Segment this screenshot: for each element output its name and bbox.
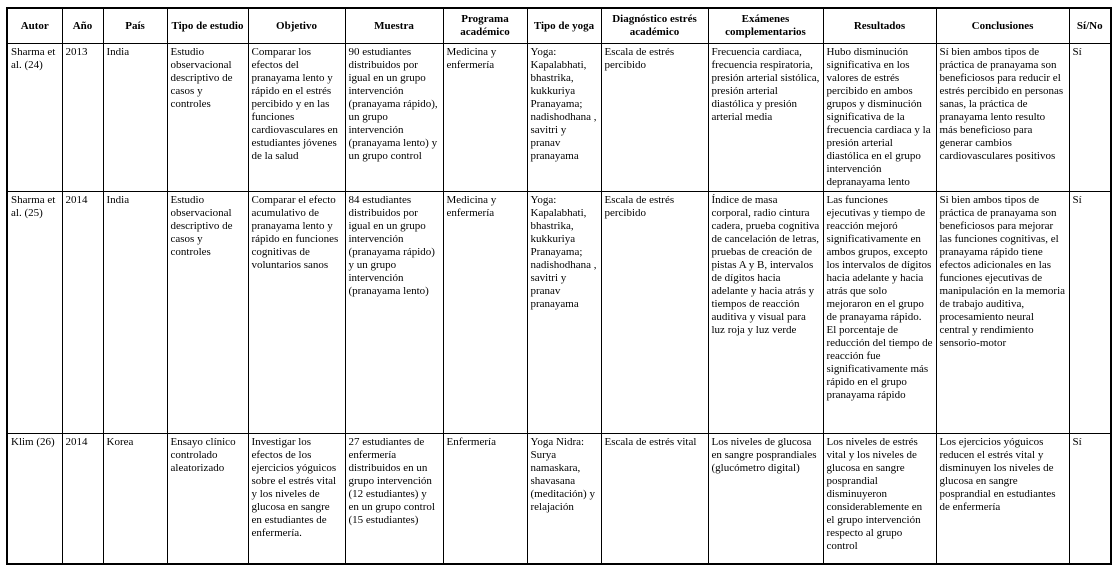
cell-examenes-complementarios: Índice de masa corporal, radio cintura cadera, prueba cognitiva de cancelación de letras, pruebas de creación de pistas A y B, intervalos de dígitos hacia adelante y hacia atrás y tiempos de reacción auditiva y visual para luz roja y luz verde bbox=[708, 192, 823, 434]
cell-si-no: Sí bbox=[1069, 192, 1111, 434]
cell-resultados: Las funciones ejecutivas y tiempo de reacción mejoró significativamente en ambos grupos, excepto los intervalos de dígitos hacia adelante y hacia atrás que solo mejoraron en el grupo de pranayama rápido. El porcentaje de reducción del tiempo de reacción fue significativamente más rápido en el grupo pranayama rápido bbox=[823, 192, 936, 434]
cell-ano: 2014 bbox=[62, 192, 103, 434]
column-header-examenes-complementarios: Exámenes complementarios bbox=[708, 8, 823, 44]
cell-muestra: 27 estudiantes de enfermería distribuidos en un grupo intervención (12 estudiantes) y en un grupo control (15 estudiantes) bbox=[345, 434, 443, 564]
cell-pais: India bbox=[103, 192, 167, 434]
table-row bbox=[7, 192, 1111, 434]
table-row bbox=[7, 434, 1111, 564]
cell-objetivo: Comparar los efectos del pranayama lento y rápido en el estrés percibido y en las funciones cardiovasculares en estudiantes jóvenes de la salud bbox=[248, 44, 345, 192]
cell-objetivo: Comparar el efecto acumulativo de pranayama lento y rápido en funciones cognitivas de voluntarios sanos bbox=[248, 192, 345, 434]
column-header-autor: Autor bbox=[7, 8, 62, 44]
cell-objetivo: Investigar los efectos de los ejercicios yóguicos sobre el estrés vital y los niveles de glucosa en sangre en estudiantes de enfermería. bbox=[248, 434, 345, 564]
cell-programa-academico: Enfermería bbox=[443, 434, 527, 564]
cell-tipo-de-estudio: Estudio observacional descriptivo de casos y controles bbox=[167, 192, 248, 434]
cell-examenes-complementarios: Los niveles de glucosa en sangre posprandiales (glucómetro digital) bbox=[708, 434, 823, 564]
cell-autor: Sharma et al. (25) bbox=[7, 192, 62, 434]
cell-conclusiones: Los ejercicios yóguicos reducen el estrés vital y disminuyen los niveles de glucosa en sangre posprandial en estudiantes de enfermería bbox=[936, 434, 1069, 564]
column-header-conclusiones: Conclusiones bbox=[936, 8, 1069, 44]
cell-examenes-complementarios: Frecuencia cardiaca, frecuencia respiratoria, presión arterial sistólica, presión arterial diastólica y presión arterial media bbox=[708, 44, 823, 192]
column-header-muestra: Muestra bbox=[345, 8, 443, 44]
column-header-ano: Año bbox=[62, 8, 103, 44]
cell-autor: Sharma et al. (24) bbox=[7, 44, 62, 192]
column-header-diagnostico-estres-academico: Diagnóstico estrés académico bbox=[601, 8, 708, 44]
cell-conclusiones: Si bien ambos tipos de práctica de pranayama son beneficiosos para mejorar las funciones cognitivas, el pranayama rápido tiene efectos adicionales en las funciones ejecutivas de manipulación en la memoria de trabajo auditiva, procesamiento neural central y rendimiento sensorio-motor bbox=[936, 192, 1069, 434]
cell-muestra: 90 estudiantes distribuidos por igual en un grupo intervención (pranayama rápido), un grupo intervención (pranayama lento) y un grupo control bbox=[345, 44, 443, 192]
cell-resultados: Hubo disminución significativa en los valores de estrés percibido en ambos grupos y disminución significativa de la frecuencia cardiaca y la presión arterial diastólica en el grupo intervención depranayama lento bbox=[823, 44, 936, 192]
studies-review-table bbox=[6, 7, 1112, 565]
cell-diagnostico-estres-academico: Escala de estrés percibido bbox=[601, 192, 708, 434]
cell-pais: India bbox=[103, 44, 167, 192]
cell-ano: 2013 bbox=[62, 44, 103, 192]
cell-programa-academico: Medicina y enfermería bbox=[443, 44, 527, 192]
cell-si-no: Sí bbox=[1069, 434, 1111, 564]
table-header-row bbox=[7, 8, 1111, 44]
cell-tipo-de-estudio: Estudio observacional descriptivo de casos y controles bbox=[167, 44, 248, 192]
cell-muestra: 84 estudiantes distribuidos por igual en un grupo intervención (pranayama rápido) y un grupo intervención (pranayama lento) bbox=[345, 192, 443, 434]
cell-si-no: Sí bbox=[1069, 44, 1111, 192]
cell-programa-academico: Medicina y enfermería bbox=[443, 192, 527, 434]
table-row bbox=[7, 44, 1111, 192]
cell-ano: 2014 bbox=[62, 434, 103, 564]
column-header-tipo-de-yoga: Tipo de yoga bbox=[527, 8, 601, 44]
cell-tipo-de-estudio: Ensayo clínico controlado aleatorizado bbox=[167, 434, 248, 564]
cell-tipo-de-yoga: Yoga: Kapalabhati, bhastrika, kukkuriya Pranayama; nadishodhana , savitri y pranav pranayama bbox=[527, 44, 601, 192]
cell-pais: Korea bbox=[103, 434, 167, 564]
column-header-resultados: Resultados bbox=[823, 8, 936, 44]
column-header-programa-academico: Programa académico bbox=[443, 8, 527, 44]
cell-conclusiones: Sí bien ambos tipos de práctica de pranayama son beneficiosos para reducir el estrés percibido en personas sanas, la práctica de pranayama lento resulto más beneficioso para generar cambios cardiovasculares positivos bbox=[936, 44, 1069, 192]
cell-tipo-de-yoga: Yoga: Kapalabhati, bhastrika, kukkuriya Pranayama; nadishodhana , savitri y pranav pranayama bbox=[527, 192, 601, 434]
cell-resultados: Los niveles de estrés vital y los niveles de glucosa en sangre posprandial disminuyeron considerablemente en el grupo intervención respecto al grupo control bbox=[823, 434, 936, 564]
cell-autor: Klim (26) bbox=[7, 434, 62, 564]
cell-diagnostico-estres-academico: Escala de estrés vital bbox=[601, 434, 708, 564]
cell-tipo-de-yoga: Yoga Nidra: Surya namaskara, shavasana (meditación) y relajación bbox=[527, 434, 601, 564]
column-header-tipo-de-estudio: Tipo de estudio bbox=[167, 8, 248, 44]
column-header-si-no: Sí/No bbox=[1069, 8, 1111, 44]
column-header-objetivo: Objetivo bbox=[248, 8, 345, 44]
cell-diagnostico-estres-academico: Escala de estrés percibido bbox=[601, 44, 708, 192]
column-header-pais: País bbox=[103, 8, 167, 44]
